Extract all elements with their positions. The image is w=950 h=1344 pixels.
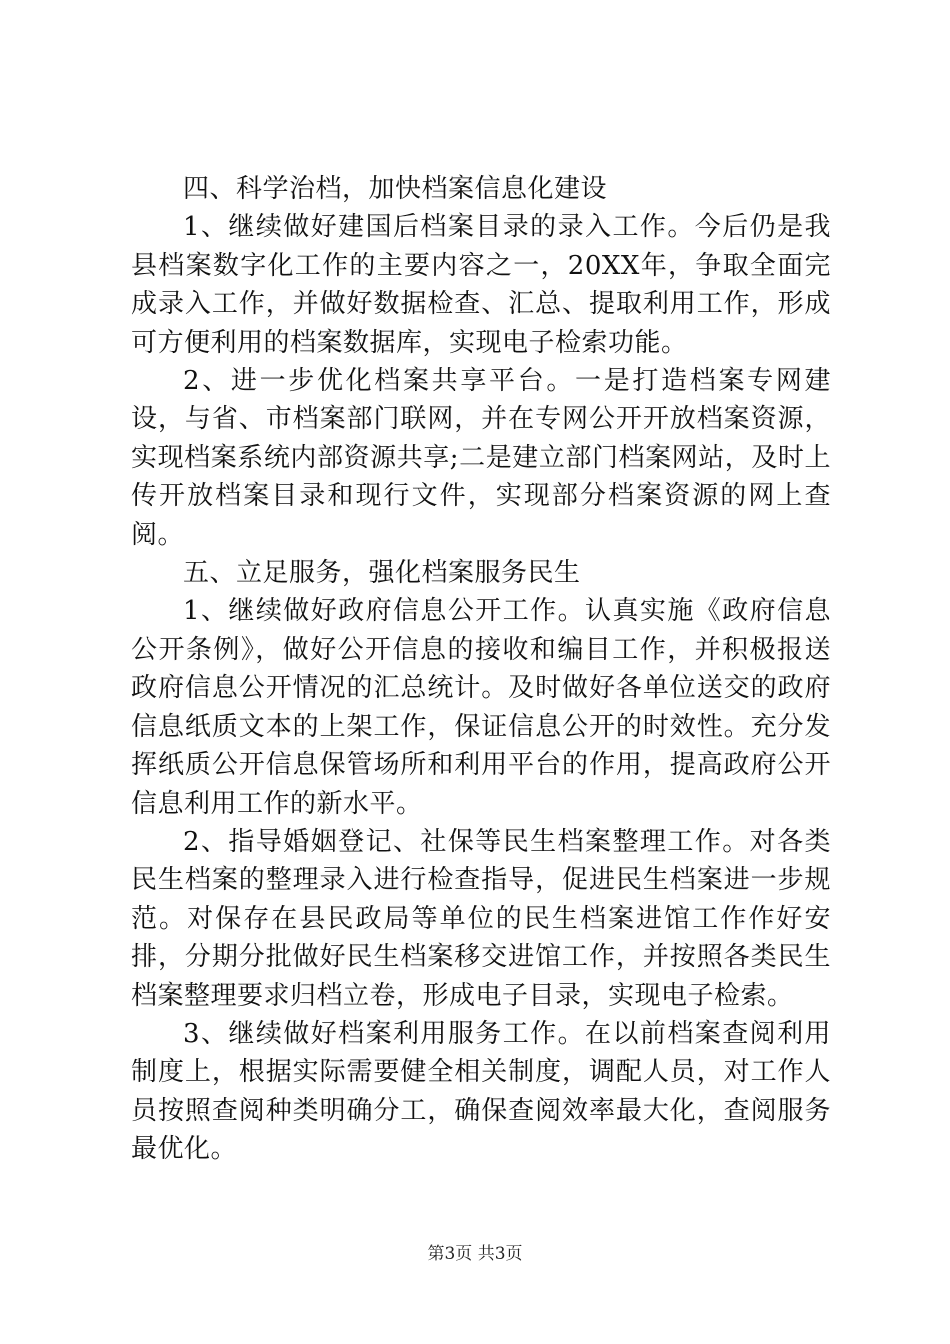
section-heading-4: 四、科学治档，加快档案信息化建设 <box>183 174 608 204</box>
document-body <box>131 170 831 1169</box>
section-heading-5: 五、立足服务，强化档案服务民生 <box>183 558 581 589</box>
paragraph-4-1: 1、继续做好建国后档案目录的录入工作。今后仍是我县档案数字化工作的主要内容之一，20XX年，争取全面完成录入工作，并做好数据检查、汇总、提取利用工作，形成可方便利用的档案数据库，实现电子检索功能。 <box>131 212 831 358</box>
paragraph-5-1: 1、继续做好政府信息公开工作。认真实施《政府信息公开条例》，做好公开信息的接收和编目工作，并积极报送政府信息公开情况的汇总统计。及时做好各单位送交的政府信息纸质文本的上架工作，保证信息公开的时效性。充分发挥纸质公开信息保管场所和利用平台的作用，提高政府公开信息利用工作的新水平。 <box>131 596 831 819</box>
page-footer: 第3页 共3页 <box>427 1244 523 1264</box>
paragraph-5-2: 2、指导婚姻登记、社保等民生档案整理工作。对各类民生档案的整理录入进行检查指导，促进民生档案进一步规范。对保存在县民政局等单位的民生档案进馆工作作好安排，分期分批做好民生档案移交进馆工作，并按照各类民生档案整理要求归档立卷，形成电子目录，实现电子检索。 <box>131 826 831 1011</box>
paragraph-4-2: 2、进一步优化档案共享平台。一是打造档案专网建设，与省、市档案部门联网，并在专网公开开放档案资源，实现档案系统内部资源共享;二是建立部门档案网站，及时上传开放档案目录和现行文件，实现部分档案资源的网上查阅。 <box>131 366 831 550</box>
paragraph-5-3: 3、继续做好档案利用服务工作。在以前档案查阅利用制度上，根据实际需要健全相关制度，调配人员，对工作人员按照查阅种类明确分工，确保查阅效率最大化，查阅服务最优化。 <box>131 1018 831 1165</box>
